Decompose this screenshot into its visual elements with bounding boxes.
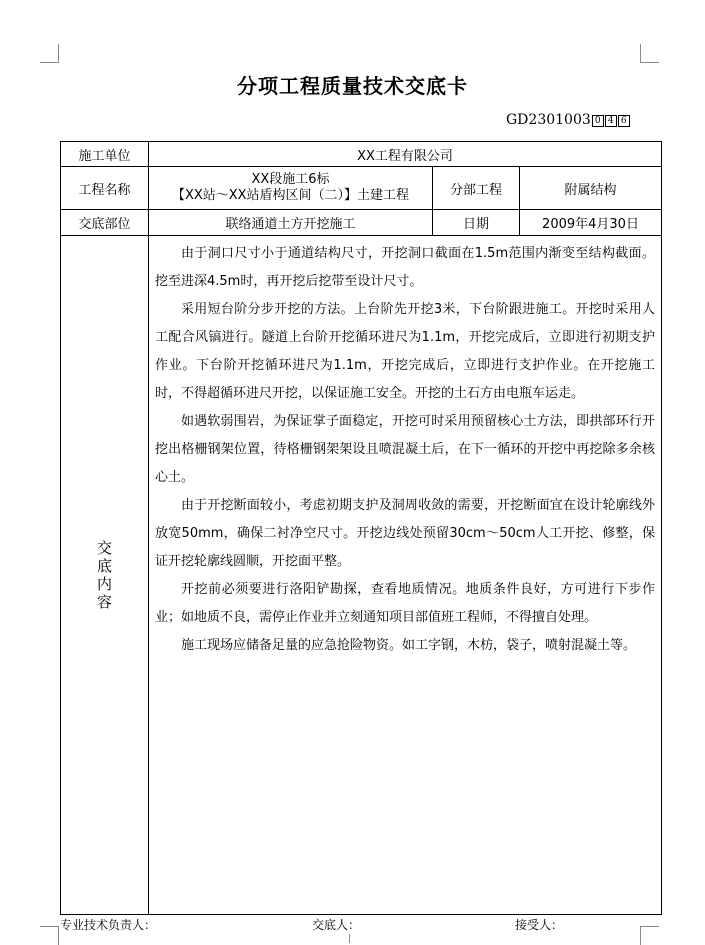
date-value: 2009年4月30日 (520, 210, 662, 236)
content-paragraph-4: 由于开挖断面较小，考虑初期支护及洞周收敛的需要，开挖断面宜在设计轮廓线外放宽50mm，确保二衬净空尺寸。开挖边线处预留30cm～50cm人工开挖、修整，保证开挖轮廓线圆顺，开挖面平整。 (155, 498, 656, 569)
disclosure-part-value: 联络通道土方开挖施工 (149, 210, 433, 236)
content-paragraph-1: 由于洞口尺寸小于通道结构尺寸，开挖洞口截面在1.5m范围内渐变至结构截面。挖至进深4.5m时，再开挖后挖带至设计尺寸。 (155, 246, 656, 289)
document-code-box-2: 4 (605, 115, 617, 127)
crop-mark-bottom-center (349, 934, 350, 943)
disclosure-content-label: 交底内容 (96, 539, 112, 611)
disclosure-part-label: 交底部位 (61, 210, 149, 236)
content-paragraph-3: 如遇软弱围岩，为保证掌子面稳定，开挖可时采用预留核心土方法，即拱部环行开挖出格栅钢架位置，待格栅钢架架设且喷混凝土后，在下一循环的开挖中再挖除多余核心土。 (155, 414, 656, 485)
document-title: 分项工程质量技术交底卡 (237, 74, 468, 98)
construction-unit-label: 施工单位 (61, 142, 149, 167)
row-disclosure-part (61, 210, 662, 236)
project-name-line-2: 【XX站～XX站盾构区间（二）】土建工程 (171, 188, 410, 203)
row-construction-unit (61, 142, 662, 167)
crop-mark-top-right (640, 44, 659, 63)
construction-unit-value: XX工程有限公司 (149, 142, 662, 167)
disclosure-content-body (149, 236, 662, 915)
sub-project-value: 附属结构 (520, 167, 662, 210)
row-disclosure-content (61, 236, 662, 915)
document-code-box-1: 0 (592, 115, 604, 127)
footer-tech-lead: 专业技术负责人： (60, 918, 157, 932)
project-name-label: 工程名称 (61, 167, 149, 210)
sub-project-label: 分部工程 (433, 167, 520, 210)
crop-mark-bottom-left (40, 926, 59, 945)
document-code-prefix: GD2301003 (506, 112, 591, 128)
content-paragraph-5: 开挖前必须要进行洛阳铲勘探，查看地质情况。地质条件良好，方可进行下步作业；如地质不良，需停止作业并立刻通知项目部值班工程师，不得擅自处理。 (155, 582, 656, 625)
document-code-box-3: 6 (618, 115, 630, 127)
footer-receiver: 接受人： (515, 918, 564, 932)
project-name-line-1: XX段施工6标 (251, 172, 330, 187)
project-name-value (149, 167, 433, 210)
date-label: 日期 (433, 210, 520, 236)
content-paragraph-2: 采用短台阶分步开挖的方法。上台阶先开挖3米，下台阶跟进施工。开挖时采用人工配合风镐进行。隧道上台阶开挖循环进尺为1.1m，开挖完成后，立即进行初期支护作业。下台阶开挖循环进尺为1.1m，开挖完成后，立即进行支护作业。在开挖施工时，不得超循环进尺开挖，以保证施工安全。开挖的土石方由电瓶车运走。 (155, 302, 656, 401)
content-paragraph-6: 施工现场应储备足量的应急抢险物资。如工字钢，木枋，袋子，喷射混凝土等。 (181, 638, 637, 653)
row-project-name (61, 167, 662, 210)
document-code (506, 112, 630, 128)
footer-discloser: 交底人： (312, 918, 361, 932)
crop-mark-bottom-right (640, 926, 659, 945)
disclosure-content-label-cell (61, 236, 149, 915)
crop-mark-top-left (40, 44, 59, 63)
disclosure-card-table (60, 141, 662, 915)
